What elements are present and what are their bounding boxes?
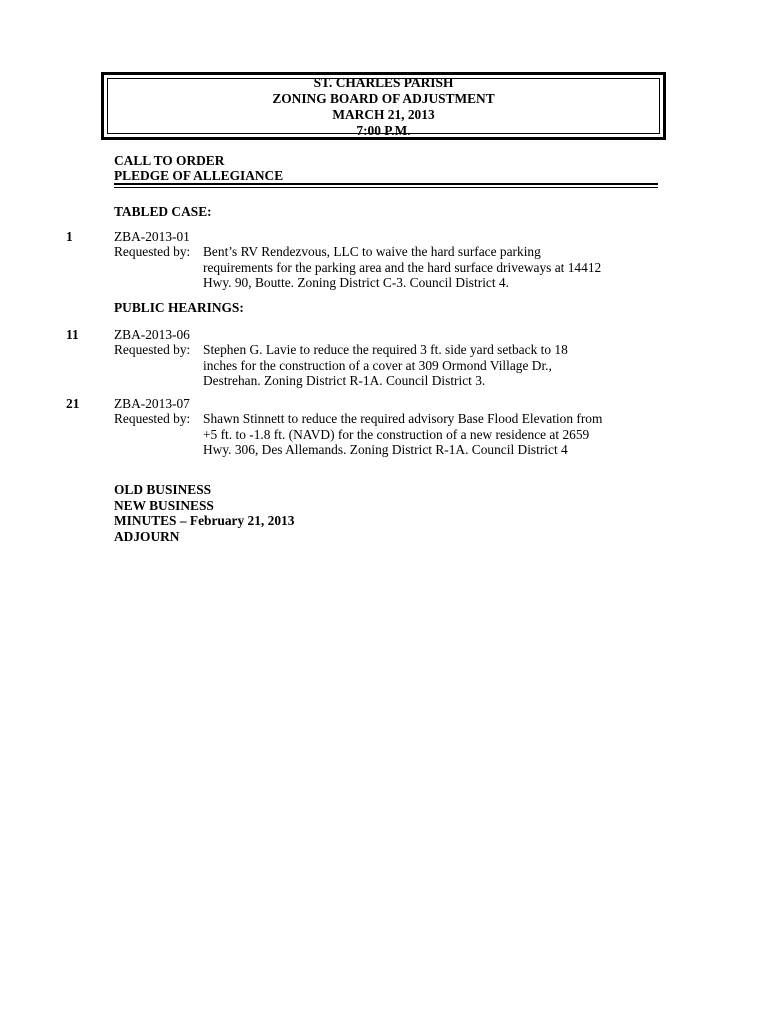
case-description-line: requirements for the parking area and the hard surface driveways at 14412 — [203, 259, 602, 275]
case-description-line: inches for the construction of a cover at 309 Ormond Village Dr., — [203, 357, 552, 373]
case-number: 21 — [66, 396, 80, 411]
case-description — [203, 411, 602, 458]
public-hearings-heading: PUBLIC HEARINGS: — [114, 300, 244, 315]
case-number: 1 — [66, 229, 73, 244]
requested-by-label: Requested by: — [114, 244, 191, 259]
agenda-header-inner — [107, 74, 660, 138]
adjourn-item: ADJOURN — [114, 528, 180, 544]
case-description-line: Destrehan. Zoning District R-1A. Council District 3. — [203, 373, 486, 388]
header-parish: ST. CHARLES PARISH — [313, 74, 454, 90]
agenda-header-box — [101, 72, 666, 140]
section-divider-thick — [114, 183, 658, 185]
header-time: 7:00 P.M. — [356, 122, 411, 138]
tabled-case-heading: TABLED CASE: — [114, 204, 212, 219]
requested-by-label: Requested by: — [114, 342, 191, 357]
case-description — [203, 342, 568, 389]
section-divider-thin — [114, 187, 658, 188]
call-to-order: CALL TO ORDER — [114, 153, 225, 168]
case-id: ZBA-2013-07 — [114, 396, 190, 411]
case-description — [203, 244, 601, 291]
case-id: ZBA-2013-01 — [114, 229, 190, 244]
case-description-line: Hwy. 90, Boutte. Zoning District C-3. Council District 4. — [203, 275, 509, 290]
case-id: ZBA-2013-06 — [114, 327, 190, 342]
header-board: ZONING BOARD OF ADJUSTMENT — [272, 90, 495, 106]
case-description-line: Bent’s RV Rendezvous, LLC to waive the hard surface parking — [203, 244, 541, 259]
minutes-item: MINUTES – February 21, 2013 — [114, 513, 295, 528]
closing-items — [114, 482, 294, 544]
case-description-line: Stephen G. Lavie to reduce the required 3 ft. side yard setback to 18 — [203, 342, 568, 357]
old-business: OLD BUSINESS — [114, 482, 212, 497]
case-description-line: +5 ft. to -1.8 ft. (NAVD) for the construction of a new residence at 2659 — [203, 426, 590, 442]
new-business: NEW BUSINESS — [114, 497, 214, 513]
case-description-line: Shawn Stinnett to reduce the required advisory Base Flood Elevation from — [203, 411, 603, 426]
case-description-line: Hwy. 306, Des Allemands. Zoning District R-1A. Council District 4 — [203, 442, 568, 457]
pledge-of-allegiance: PLEDGE OF ALLEGIANCE — [114, 168, 284, 183]
case-number: 11 — [66, 327, 79, 342]
requested-by-label: Requested by: — [114, 411, 191, 426]
header-date: MARCH 21, 2013 — [332, 106, 435, 122]
